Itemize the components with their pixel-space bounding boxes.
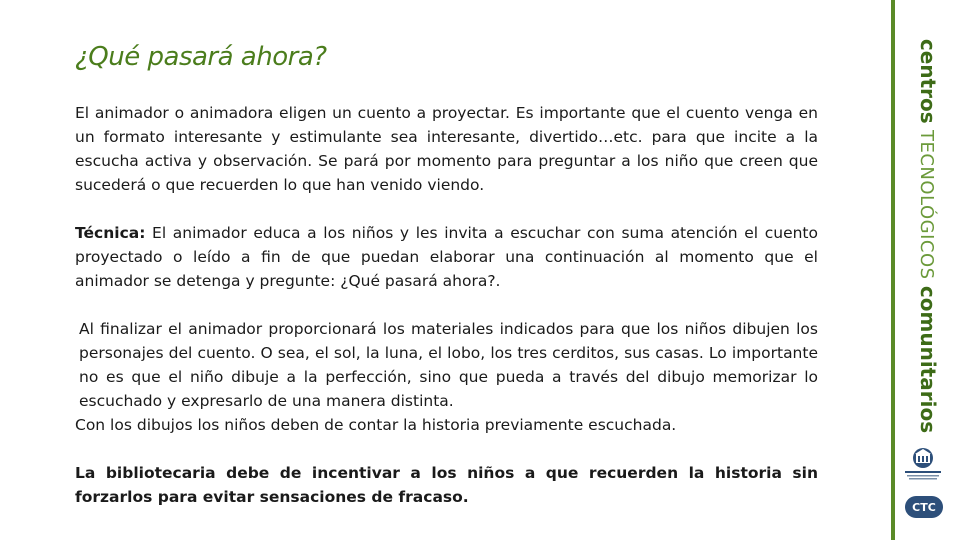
paragraph-drawing: Al finalizar el animador proporcionará los materiales indicados para que los niños dibujen los personajes del cuento. O sea, el sol, la luna, el lobo, los tres cerditos, sus casas. Lo importante no es que el niño dibuje a la perfección, sino que pueda a través del dibujo memorizar lo escuchado y expresarlo de una manera distinta.	[79, 320, 818, 410]
sidebar-divider	[891, 0, 895, 540]
brand-word-comunitarios: comunitarios	[916, 285, 940, 434]
page-title: ¿Qué pasará ahora?	[75, 42, 327, 72]
ctc-logo	[905, 496, 943, 518]
paragraph-intro: El animador o animadora eligen un cuento a proyectar. Es importante que el cuento venga en un formato interesante y estimulante sea interesante, divertido…etc. para que incite a la escucha activa y observación. Se pará por momento para preguntar a los niño que creen que sucederá o que recuerden lo que han venido viendo.	[75, 104, 818, 194]
paragraph-technique	[75, 221, 818, 293]
institution-seal-icon	[903, 444, 943, 484]
brand-wordmark	[916, 39, 940, 433]
main-content	[75, 101, 818, 509]
ctc-logo-text: CTC	[912, 500, 936, 514]
paragraph-librarian-note: La bibliotecaria debe de incentivar a los niños a que recuerden la historia sin forzarlos para evitar sensaciones de fracaso.	[75, 464, 818, 506]
technique-text: El animador educa a los niños y les invita a escuchar con suma atención el cuento proyectado o leído a fin de que puedan elaborar una continuación al momento que el animador se detenga y pregunte: ¿Qué pasará ahora?.	[75, 224, 818, 290]
brand-word-tecnologicos: TECNOLÓGICOS	[916, 130, 937, 280]
paragraph-storytelling: Con los dibujos los niños deben de contar la historia previamente escuchada.	[75, 416, 677, 434]
technique-label: Técnica:	[75, 224, 146, 242]
brand-word-centros: centros	[916, 38, 940, 124]
